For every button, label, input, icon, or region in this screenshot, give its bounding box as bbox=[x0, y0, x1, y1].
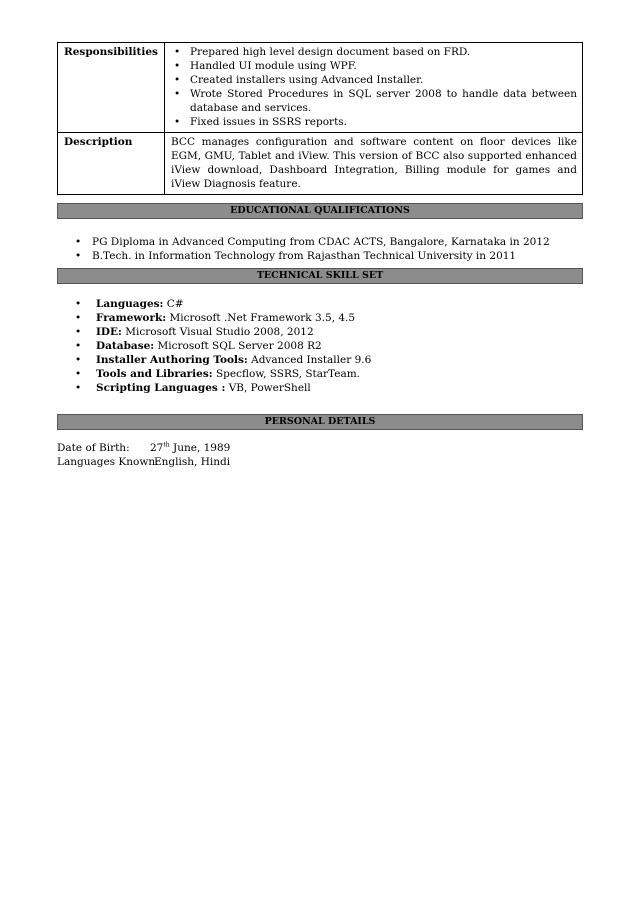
list-item bbox=[75, 353, 371, 367]
dob-day: 27 bbox=[150, 442, 164, 454]
skill-value: Microsoft Visual Studio 2008, 2012 bbox=[121, 326, 314, 338]
list-item: • B.Tech. in Information Technology from Rajasthan Technical University in 2011 bbox=[75, 249, 550, 263]
dob-rest: June, 1989 bbox=[169, 442, 231, 454]
dob-row bbox=[57, 441, 230, 455]
list-item bbox=[75, 339, 371, 353]
description-row bbox=[58, 133, 583, 195]
list-item bbox=[75, 325, 371, 339]
skill-key: Framework: bbox=[96, 312, 167, 324]
list-item: • Fixed issues in SSRS reports. bbox=[171, 115, 577, 129]
skill-value: Microsoft .Net Framework 3.5, 4.5 bbox=[166, 312, 356, 324]
skill-key: Scripting Languages : bbox=[96, 382, 226, 394]
list-item bbox=[75, 367, 371, 381]
skill-value: Microsoft SQL Server 2008 R2 bbox=[154, 340, 322, 352]
languages-label: Languages Known: bbox=[57, 456, 159, 468]
skill-key: Languages: bbox=[96, 298, 164, 310]
list-item: • Prepared high level design document based on FRD. bbox=[171, 45, 577, 59]
languages-value: English, Hindi bbox=[154, 456, 231, 468]
dob-value bbox=[150, 441, 230, 455]
skill-value: C# bbox=[163, 298, 184, 310]
responsibilities-list bbox=[171, 45, 577, 129]
skill-value: Specflow, SSRS, StarTeam. bbox=[212, 368, 360, 380]
skill-key: Installer Authoring Tools: bbox=[96, 354, 248, 366]
description-text: BCC manages configuration and software content on floor devices like EGM, GMU, Tablet and iView. This version of BCC also supported enhanced iView download, Dashboard Integration, Billing module for games and iView Diagnosis feature. bbox=[171, 136, 577, 190]
education-header: EDUCATIONAL QUALIFICATIONS bbox=[57, 203, 583, 219]
skill-key: Tools and Libraries: bbox=[96, 368, 213, 380]
description-cell bbox=[165, 133, 583, 195]
skills-list bbox=[75, 297, 371, 395]
responsibilities-row bbox=[58, 43, 583, 133]
personal-details bbox=[57, 441, 230, 469]
list-item: • Wrote Stored Procedures in SQL server 2008 to handle data between database and services. bbox=[171, 87, 577, 115]
list-item bbox=[75, 311, 371, 325]
list-item: • Handled UI module using WPF. bbox=[171, 59, 577, 73]
dob-suffix: th bbox=[163, 441, 170, 449]
languages-row bbox=[57, 455, 230, 469]
list-item bbox=[75, 297, 371, 311]
responsibilities-label: Responsibilities bbox=[58, 43, 165, 133]
list-item: • Created installers using Advanced Installer. bbox=[171, 73, 577, 87]
skill-key: IDE: bbox=[96, 326, 122, 338]
skill-value: VB, PowerShell bbox=[225, 382, 311, 394]
skills-header: TECHNICAL SKILL SET bbox=[57, 268, 583, 284]
description-label: Description bbox=[58, 133, 165, 195]
project-table bbox=[57, 42, 583, 195]
responsibilities-cell bbox=[165, 43, 583, 133]
dob-label: Date of Birth: bbox=[57, 442, 130, 454]
skill-key: Database: bbox=[96, 340, 155, 352]
personal-header: PERSONAL DETAILS bbox=[57, 414, 583, 430]
skill-value: Advanced Installer 9.6 bbox=[247, 354, 372, 366]
list-item: • PG Diploma in Advanced Computing from CDAC ACTS, Bangalore, Karnataka in 2012 bbox=[75, 235, 550, 249]
list-item bbox=[75, 381, 371, 395]
education-list bbox=[75, 235, 550, 263]
